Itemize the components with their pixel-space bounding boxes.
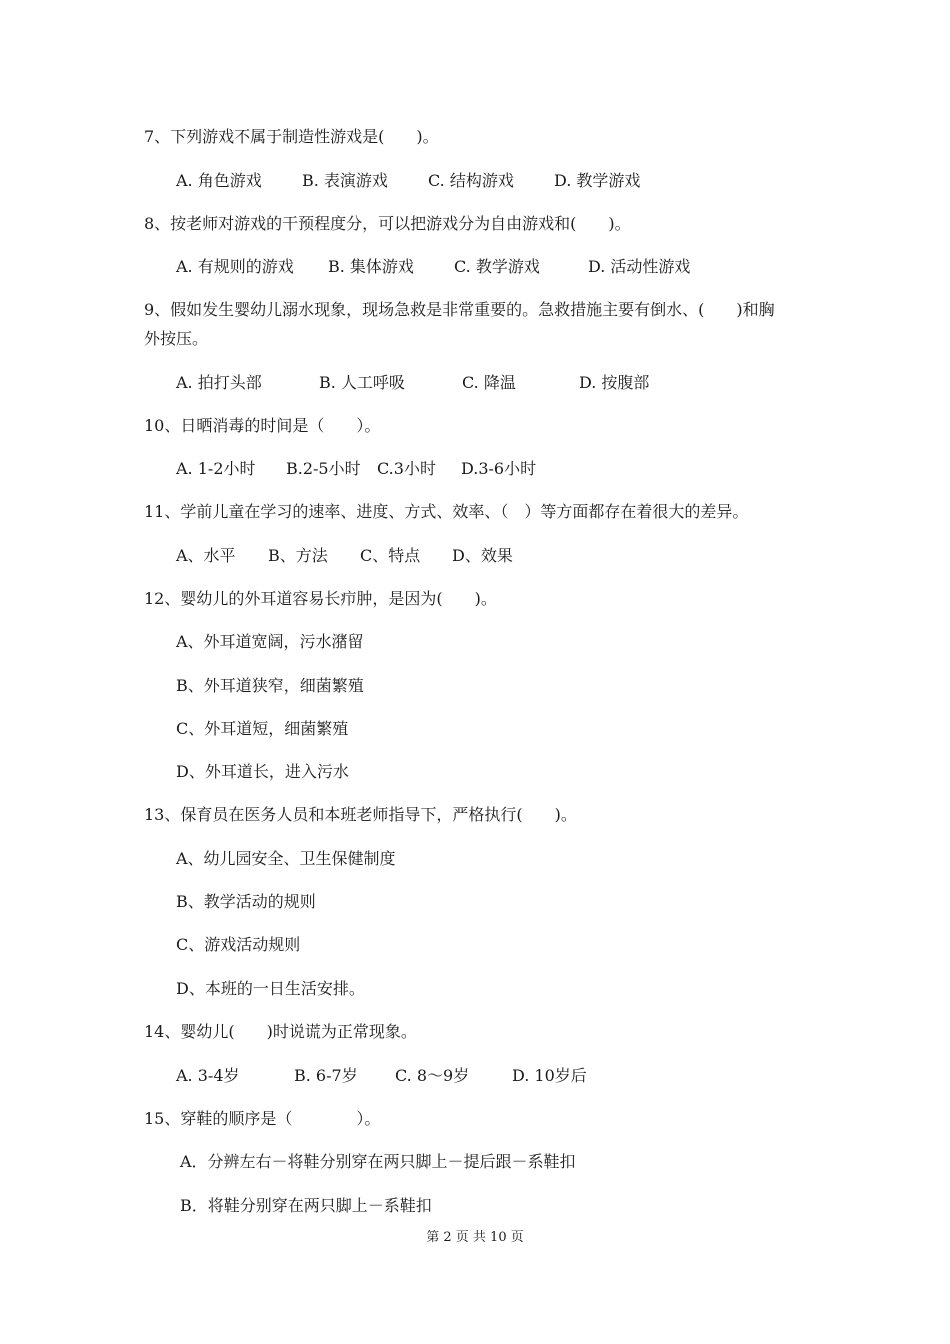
- question-9-stem-line1: 9、假如发生婴幼儿溺水现象，现场急救是非常重要的。急救措施主要有倒水、( )和胸: [144, 300, 775, 319]
- question-13-option-c: C、游戏活动规则: [176, 935, 301, 954]
- page-number-footer: 第 2 页 共 10 页: [426, 1230, 524, 1245]
- option-b: B. 人工呼吸: [319, 373, 405, 392]
- question-13-option-b: B、教学活动的规则: [176, 892, 316, 911]
- question-11-options: [0, 546, 950, 566]
- question-14-stem: 14、婴幼儿( )时说谎为正常现象。: [144, 1022, 417, 1041]
- option-d: D.3-6小时: [461, 459, 537, 478]
- question-13-option-a: A、幼儿园安全、卫生保健制度: [176, 849, 396, 868]
- option-d: D. 按腹部: [579, 373, 650, 392]
- question-11-stem: 11、学前儿童在学习的速率、进度、方式、效率、（ ）等方面都存在着很大的差异。: [144, 502, 749, 521]
- question-8-options: [0, 257, 950, 277]
- option-c: C、特点: [360, 546, 421, 565]
- question-12-option-d: D、外耳道长，进入污水: [176, 762, 349, 781]
- question-12-option-b: B、外耳道狭窄，细菌繁殖: [176, 676, 364, 695]
- question-10-options: [0, 459, 950, 479]
- question-13-option-d: D、本班的一日生活安排。: [176, 979, 365, 998]
- question-15-option-a: A．分辨左右－将鞋分别穿在两只脚上－提后跟－系鞋扣: [180, 1152, 576, 1171]
- option-a: A. 1-2小时: [176, 459, 256, 478]
- question-9-options: [0, 373, 950, 393]
- option-a: A. 3-4岁: [176, 1066, 240, 1085]
- option-a: A. 有规则的游戏: [176, 257, 294, 276]
- option-b: B.2-5小时: [286, 459, 361, 478]
- option-c: C. 8～9岁: [395, 1066, 470, 1085]
- option-d: D. 教学游戏: [554, 171, 641, 190]
- question-14-options: [0, 1066, 950, 1086]
- question-12-option-a: A、外耳道宽阔，污水潴留: [176, 632, 364, 651]
- question-12-option-c: C、外耳道短，细菌繁殖: [176, 719, 349, 738]
- question-10-stem: 10、日晒消毒的时间是（ ）。: [144, 416, 381, 435]
- option-d: D. 10岁后: [512, 1066, 587, 1085]
- option-a: A、水平: [176, 546, 236, 565]
- option-d: D. 活动性游戏: [588, 257, 691, 276]
- question-13-stem: 13、保育员在医务人员和本班老师指导下，严格执行( )。: [144, 805, 577, 824]
- option-d: D、效果: [452, 546, 513, 565]
- question-9-stem-line2: 外按压。: [144, 329, 209, 348]
- question-12-stem: 12、婴幼儿的外耳道容易长疖肿，是因为( )。: [144, 589, 497, 608]
- option-a: A. 角色游戏: [176, 171, 262, 190]
- option-b: B、方法: [268, 546, 328, 565]
- option-b: B. 表演游戏: [302, 171, 388, 190]
- option-b: B. 6-7岁: [294, 1066, 358, 1085]
- option-a: A. 拍打头部: [176, 373, 262, 392]
- option-c: C. 降温: [462, 373, 516, 392]
- question-15-option-b: B．将鞋分别穿在两只脚上－系鞋扣: [180, 1196, 432, 1215]
- option-b: B. 集体游戏: [328, 257, 414, 276]
- option-c: C. 教学游戏: [454, 257, 540, 276]
- question-8-stem: 8、按老师对游戏的干预程度分，可以把游戏分为自由游戏和( )。: [144, 214, 631, 233]
- question-7-stem: 7、下列游戏不属于制造性游戏是( )。: [144, 127, 439, 146]
- option-c: C.3小时: [377, 459, 436, 478]
- option-c: C. 结构游戏: [428, 171, 514, 190]
- question-15-stem: 15、穿鞋的顺序是（ ）。: [144, 1109, 381, 1128]
- question-7-options: [0, 171, 950, 191]
